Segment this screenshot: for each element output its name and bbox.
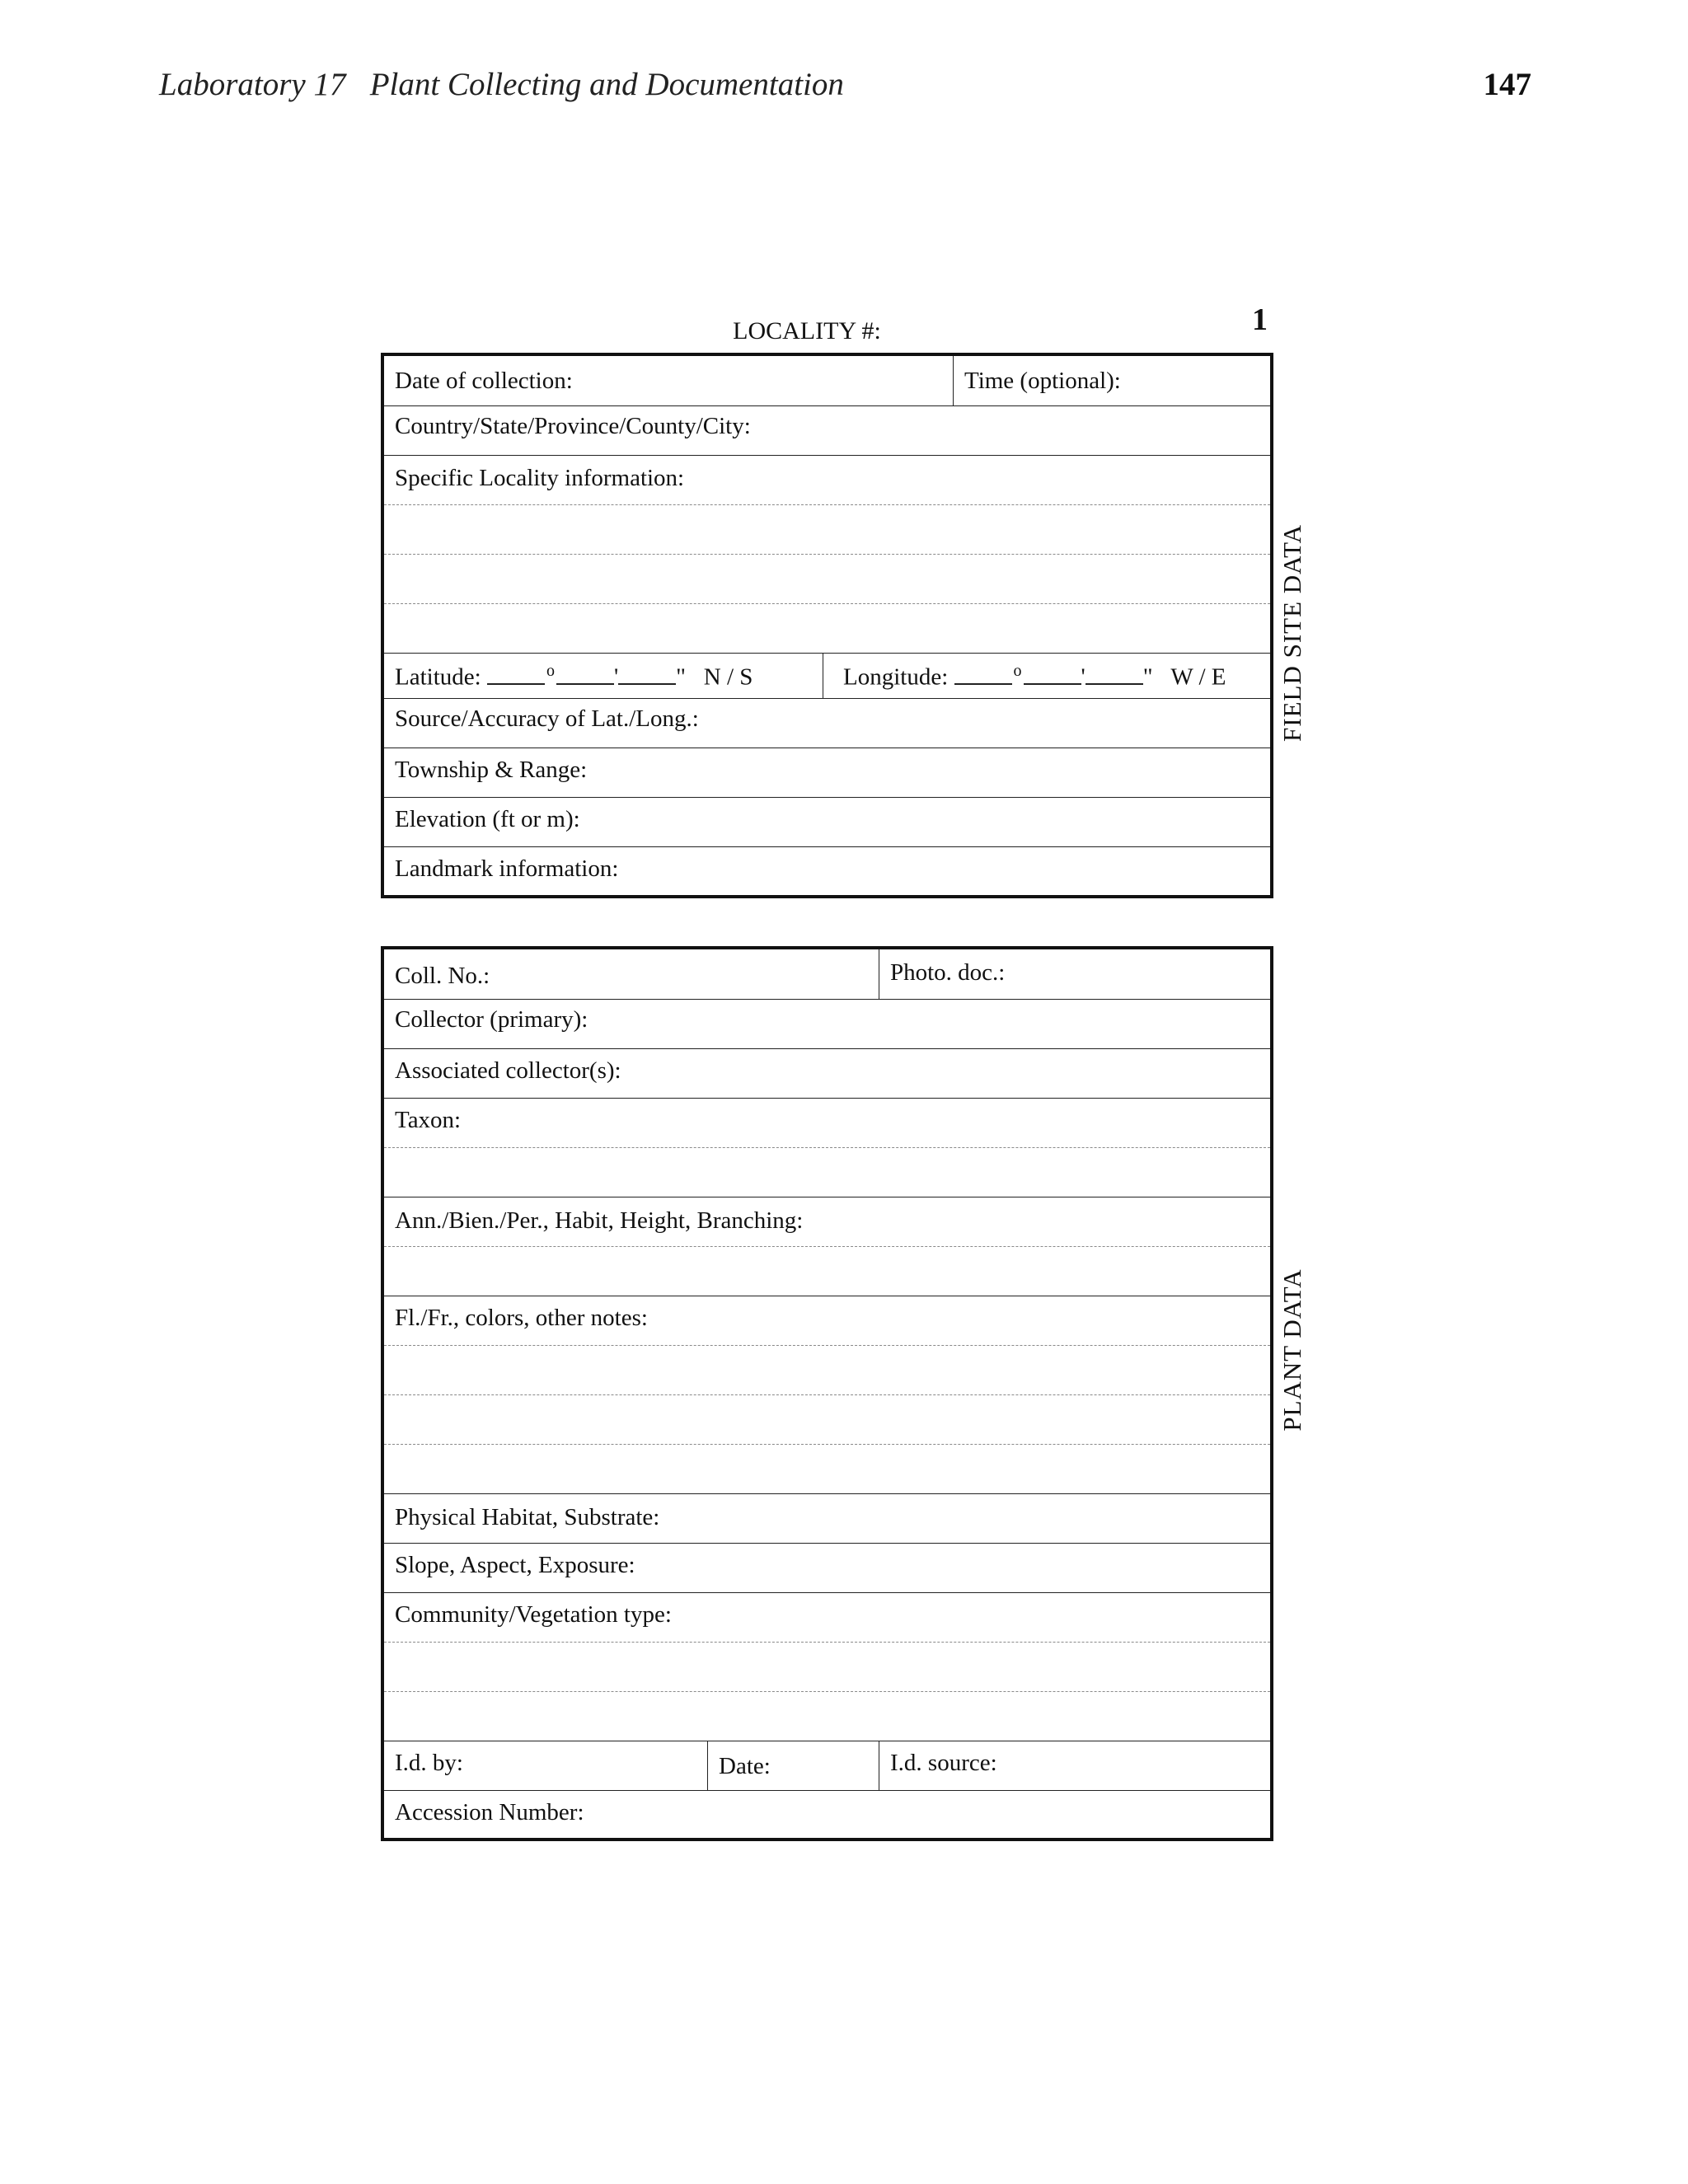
locality-line-3[interactable] [384,603,1270,653]
degree-symbol: o [546,662,555,680]
associated-collectors-row[interactable] [384,1048,1270,1098]
identification-row [384,1741,1270,1790]
habit-label: Ann./Bien./Per., Habit, Height, Branching: [395,1207,804,1234]
specific-locality-label: Specific Locality information: [395,465,685,491]
political-unit-row[interactable] [384,405,1270,455]
photo-doc-field[interactable] [879,949,1270,999]
latitude-field[interactable] [384,654,823,698]
accession-label: Accession Number: [395,1799,584,1825]
notes-row[interactable] [384,1296,1270,1345]
date-time-row [384,356,1270,405]
locality-label: LOCALITY #: [733,317,881,344]
field-site-data-label: FIELD SITE DATA [1278,524,1306,742]
taxon-row[interactable] [384,1098,1270,1147]
locality-line-1[interactable] [384,504,1270,554]
latitude-minutes-blank[interactable] [556,665,614,685]
lat-long-row [384,653,1270,698]
landmark-row[interactable] [384,846,1270,895]
landmark-label: Landmark information: [395,855,619,882]
longitude-label: Longitude: [843,663,949,691]
collector-row[interactable] [384,999,1270,1048]
coll-no-label: Coll. No.: [395,963,490,989]
locality-line-2[interactable] [384,554,1270,603]
id-source-field[interactable] [879,1741,1270,1790]
township-range-row[interactable] [384,748,1270,797]
id-source-label: I.d. source: [890,1750,997,1776]
specific-locality-row[interactable] [384,455,1270,504]
plant-data-form [381,946,1273,1841]
second-symbol: " [676,663,687,691]
habit-row[interactable] [384,1197,1270,1246]
notes-line-1[interactable] [384,1345,1270,1394]
longitude-seconds-blank[interactable] [1085,665,1143,685]
township-range-label: Township & Range: [395,757,588,783]
coll-photo-row [384,949,1270,999]
source-accuracy-row[interactable] [384,698,1270,748]
id-date-label: Date: [719,1753,771,1779]
habit-line[interactable] [384,1246,1270,1296]
degree-symbol: o [1013,662,1022,680]
time-label: Time (optional): [964,368,1121,394]
latitude-seconds-blank[interactable] [618,665,676,685]
community-label: Community/Vegetation type: [395,1601,672,1628]
coll-no-field[interactable] [384,949,879,999]
taxon-label: Taxon: [395,1107,462,1133]
longitude-minutes-blank[interactable] [1024,665,1081,685]
latitude-hemisphere: N / S [703,663,753,691]
accession-row[interactable] [384,1790,1270,1838]
latitude-label: Latitude: [395,663,481,691]
community-line-1[interactable] [384,1642,1270,1691]
longitude-field[interactable] [823,654,1270,698]
notes-label: Fl./Fr., colors, other notes: [395,1305,648,1331]
elevation-row[interactable] [384,797,1270,846]
notes-line-2[interactable] [384,1394,1270,1444]
slope-row[interactable] [384,1543,1270,1592]
id-date-field[interactable] [707,1741,879,1790]
date-of-collection-label: Date of collection: [395,368,573,394]
notes-line-3[interactable] [384,1444,1270,1493]
card-number: 1 [1252,302,1268,337]
collector-label: Collector (primary): [395,1006,588,1033]
taxon-line[interactable] [384,1147,1270,1197]
id-by-label: I.d. by: [395,1750,463,1776]
page-number: 147 [1483,67,1531,102]
id-by-field[interactable] [384,1741,707,1790]
plant-data-label: PLANT DATA [1278,1268,1306,1432]
date-of-collection-field[interactable] [384,356,953,405]
longitude-hemisphere: W / E [1170,663,1226,691]
minute-symbol: ' [613,663,619,691]
associated-collectors-label: Associated collector(s): [395,1057,621,1084]
habitat-row[interactable] [384,1493,1270,1543]
second-symbol: " [1142,663,1153,691]
running-head: Laboratory 17 Plant Collecting and Documentation [159,67,844,102]
community-line-2[interactable] [384,1691,1270,1741]
elevation-label: Elevation (ft or m): [395,806,580,832]
minute-symbol: ' [1081,663,1085,691]
habitat-label: Physical Habitat, Substrate: [395,1504,660,1530]
political-unit-label: Country/State/Province/County/City: [395,413,751,439]
field-site-form [381,353,1273,898]
photo-doc-label: Photo. doc.: [890,959,1006,986]
source-accuracy-label: Source/Accuracy of Lat./Long.: [395,705,699,732]
community-row[interactable] [384,1592,1270,1642]
latitude-degrees-blank[interactable] [487,665,545,685]
longitude-degrees-blank[interactable] [954,665,1012,685]
slope-label: Slope, Aspect, Exposure: [395,1552,635,1578]
time-field[interactable] [953,356,1270,405]
